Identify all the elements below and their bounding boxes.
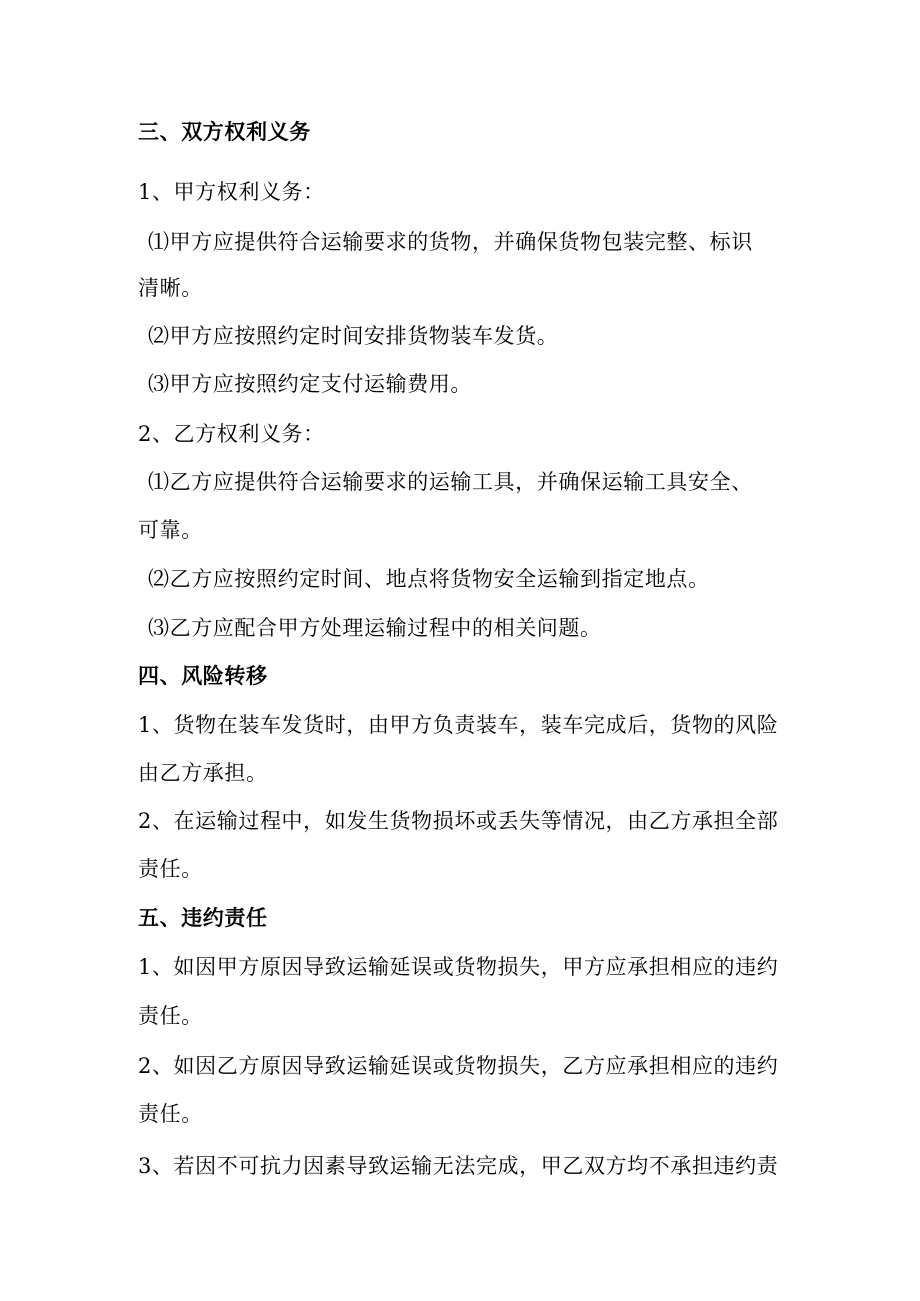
paragraph-line: 2、在运输过程中，如发生货物损坏或丢失等情况，由乙方承担全部 — [138, 809, 779, 833]
paragraph-line: 2、如因乙方原因导致运输延误或货物损失，乙方应承担相应的违约 — [138, 1054, 779, 1078]
paragraph-line: ⑶乙方应配合甲方处理运输过程中的相关问题。 — [148, 616, 602, 640]
section-heading-rights-obligations: 三、双方权利义务 — [138, 120, 311, 144]
paragraph-line: 清晰。 — [138, 276, 203, 300]
paragraph-line: 1、货物在装车发货时，由甲方负责装车，装车完成后，货物的风险 — [138, 713, 779, 737]
paragraph-line: 可靠。 — [138, 518, 203, 542]
paragraph-line: ⑴乙方应提供符合运输要求的运输工具，并确保运输工具安全、 — [148, 470, 753, 494]
subsection-party-b: 2、乙方权利义务： — [138, 422, 325, 446]
paragraph-line: 责任。 — [138, 1004, 203, 1028]
section-heading-breach-liability: 五、违约责任 — [138, 906, 268, 930]
paragraph-line: ⑶甲方应按照约定支付运输费用。 — [148, 372, 472, 396]
paragraph-line: 由乙方承担。 — [138, 761, 268, 785]
paragraph-line: 1、如因甲方原因导致运输延误或货物损失，甲方应承担相应的违约 — [138, 955, 779, 979]
paragraph-line: ⑴甲方应提供符合运输要求的货物，并确保货物包装完整、标识 — [148, 230, 753, 254]
section-heading-risk-transfer: 四、风险转移 — [138, 664, 268, 688]
paragraph-line: 责任。 — [138, 1102, 203, 1126]
paragraph-line: 3、若因不可抗力因素导致运输无法完成，甲乙双方均不承担违约责 — [138, 1154, 779, 1178]
subsection-party-a: 1、甲方权利义务： — [138, 180, 325, 204]
paragraph-line: 责任。 — [138, 857, 203, 881]
paragraph-line: ⑵甲方应按照约定时间安排货物装车发货。 — [148, 324, 559, 348]
paragraph-line: ⑵乙方应按照约定时间、地点将货物安全运输到指定地点。 — [148, 567, 710, 591]
